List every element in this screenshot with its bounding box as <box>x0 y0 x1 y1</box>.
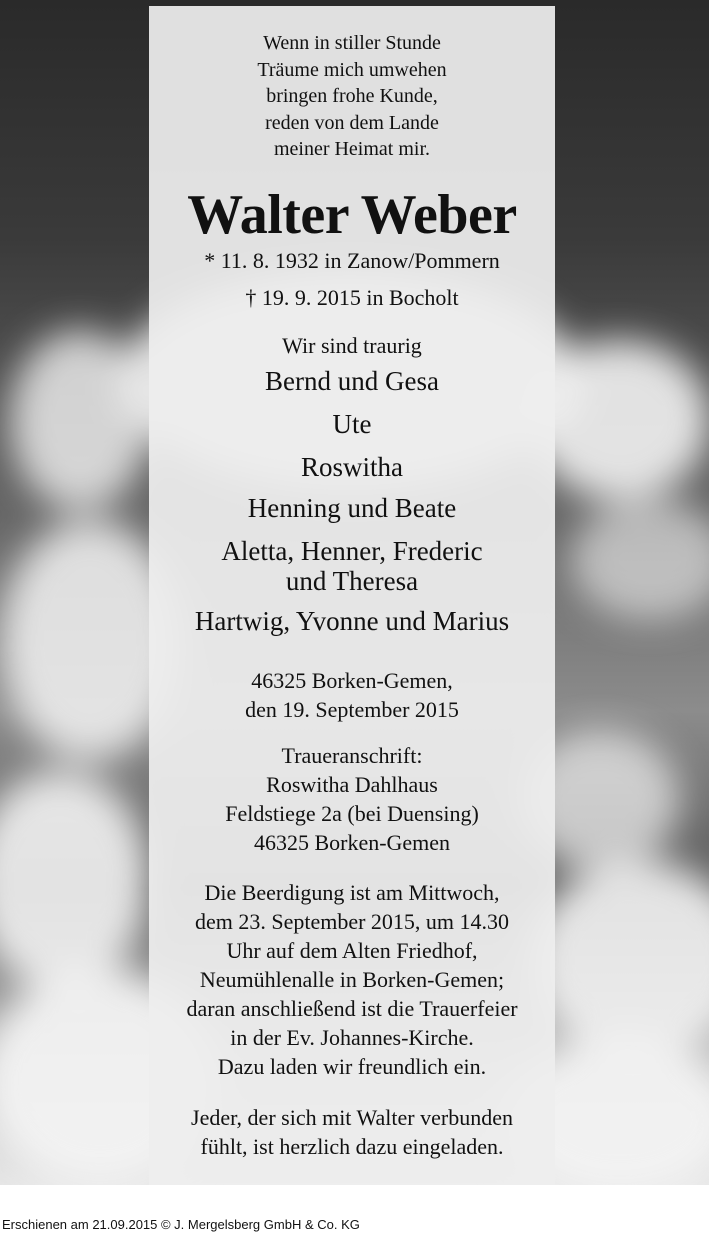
text-panel <box>149 6 555 1185</box>
family-member: Henning und Beate <box>247 493 457 523</box>
family-member: Roswitha <box>300 452 403 482</box>
family-member: Hartwig, Yvonne und Marius <box>194 606 510 636</box>
mourning-address: Traueranschrift: Roswitha Dahlhaus Feldstiege 2a (bei Duensing) 46325 Borken-Gemen <box>225 743 479 855</box>
mourning-intro: Wir sind traurig <box>282 333 422 358</box>
family-member: Aletta, Henner, Frederic und Theresa <box>221 536 483 596</box>
deceased-name: Walter Weber <box>187 184 517 246</box>
family-member: Bernd und Gesa <box>265 366 439 396</box>
funeral-details: Die Beerdigung ist am Mittwoch, dem 23. September 2015, um 14.30 Uhr auf dem Alten Friedhof, Neumühlenalle in Borken-Gemen; daran anschließend ist die Trauerfeier in der Ev. Johannes-Kirche. Dazu laden wir freundlich ein. <box>186 880 518 1079</box>
poem-verse: Wenn in stiller Stunde Träume mich umwehen bringen frohe Kunde, reden von dem Lande meiner Heimat mir. <box>257 32 447 160</box>
closing-invitation: Jeder, der sich mit Walter verbunden fühlt, ist herzlich dazu eingeladen. <box>191 1105 513 1159</box>
place-and-date: 46325 Borken-Gemen, den 19. September 2015 <box>245 668 459 722</box>
publication-footer: Erschienen am 21.09.2015 © J. Mergelsberg GmbH & Co. KG <box>2 1217 360 1232</box>
death-line: † 19. 9. 2015 in Bocholt <box>245 285 459 310</box>
family-member: Ute <box>332 409 372 439</box>
birth-line: * 11. 8. 1932 in Zanow/Pommern <box>204 248 500 273</box>
